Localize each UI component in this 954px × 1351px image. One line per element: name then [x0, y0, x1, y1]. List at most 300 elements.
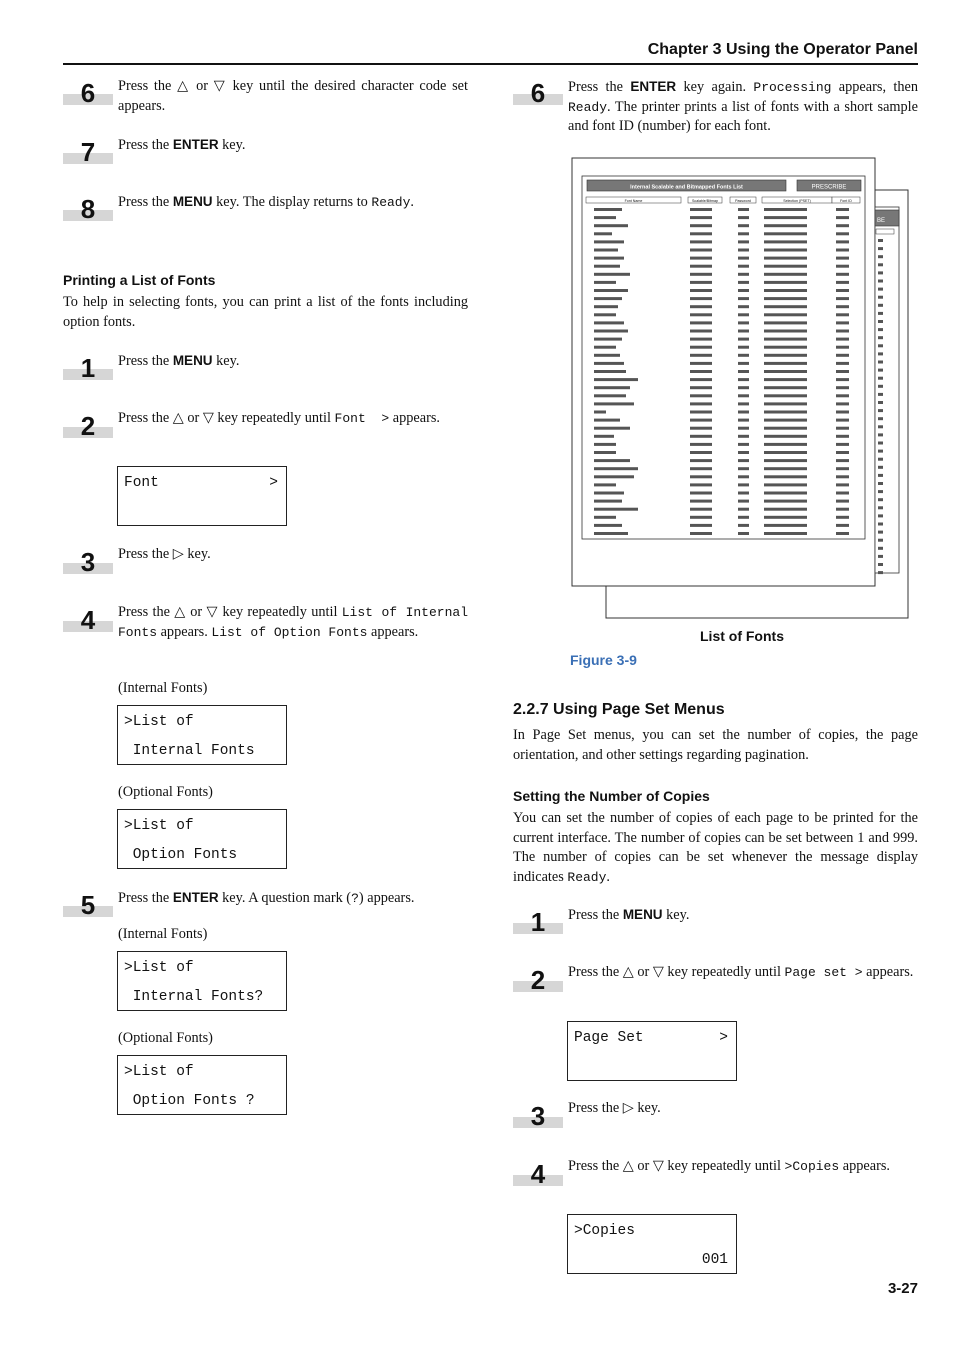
row-sample	[764, 354, 807, 357]
row-sample	[764, 297, 807, 300]
row-sample	[690, 249, 712, 252]
row-sample	[594, 297, 622, 300]
row-sample	[690, 419, 712, 422]
row-sample	[764, 249, 807, 252]
row-sample	[690, 451, 712, 454]
row-sample	[738, 362, 749, 365]
row-sample	[690, 362, 712, 365]
back-row-sample	[878, 490, 883, 493]
row-sample	[594, 305, 618, 308]
back-row-sample	[878, 393, 883, 396]
step-text: Press the △ or ▽ key repeatedly until >Copies appears.	[568, 1158, 890, 1174]
row-sample	[594, 411, 606, 414]
row-sample	[690, 330, 712, 333]
row-sample	[594, 330, 628, 333]
row-sample	[594, 313, 616, 316]
row-sample	[836, 451, 849, 454]
row-sample	[738, 411, 749, 414]
subsection-title: Setting the Number of Copies	[513, 788, 710, 804]
row-sample	[764, 483, 807, 486]
lcd-display	[117, 1055, 287, 1115]
row-sample	[738, 459, 749, 462]
display-message: Ready	[371, 195, 411, 210]
step-number: 4	[530, 1159, 546, 1189]
step-text: Press the MENU key.	[118, 353, 240, 369]
row-sample	[690, 313, 712, 316]
row-sample	[738, 330, 749, 333]
back-row-sample	[878, 344, 883, 347]
row-sample	[594, 467, 638, 470]
row-sample	[836, 411, 849, 414]
row-sample	[594, 370, 626, 373]
row-sample	[594, 281, 616, 284]
row-sample	[690, 492, 712, 495]
row-sample	[594, 362, 624, 365]
row-sample	[594, 459, 630, 462]
row-sample	[594, 419, 620, 422]
row-sample	[594, 475, 634, 478]
row-sample	[738, 297, 749, 300]
row-sample	[594, 524, 622, 527]
step-text: Press the ▷ key.	[118, 546, 211, 562]
back-row-sample	[878, 239, 883, 242]
row-sample	[738, 419, 749, 422]
back-row-sample	[878, 328, 883, 331]
back-row-sample	[878, 377, 883, 380]
row-sample	[690, 386, 712, 389]
row-sample	[764, 362, 807, 365]
row-sample	[764, 419, 807, 422]
step-number: 7	[80, 137, 96, 167]
row-sample	[836, 313, 849, 316]
row-sample	[764, 394, 807, 397]
row-sample	[764, 289, 807, 292]
row-sample	[764, 216, 807, 219]
lcd-line-1: >Copies	[574, 1223, 635, 1239]
row-sample	[836, 378, 849, 381]
row-sample	[738, 516, 749, 519]
back-sheet-strip	[875, 207, 899, 573]
row-sample	[690, 435, 712, 438]
row-sample	[738, 240, 749, 243]
back-row-sample	[878, 296, 883, 299]
row-sample	[594, 338, 622, 341]
row-sample	[690, 338, 712, 341]
row-sample	[594, 443, 616, 446]
lcd-line-2: Option Fonts ?	[124, 1093, 255, 1109]
row-sample	[594, 346, 616, 349]
row-sample	[738, 492, 749, 495]
row-sample	[690, 216, 712, 219]
back-row-sample	[878, 417, 883, 420]
row-sample	[764, 338, 807, 341]
row-sample	[764, 427, 807, 430]
back-row-sample	[878, 539, 883, 542]
lcd-arrow: >	[719, 1030, 728, 1046]
step-text: Press the △ or ▽ key until the desired character code set appears.	[118, 78, 468, 114]
row-sample	[836, 297, 849, 300]
lcd-display	[117, 809, 287, 869]
key-name: ENTER	[630, 79, 677, 94]
row-sample	[738, 313, 749, 316]
row-sample	[836, 216, 849, 219]
row-sample	[836, 386, 849, 389]
lcd-line-1: >List of	[124, 714, 194, 730]
row-sample	[738, 378, 749, 381]
display-message: List of Internal Fonts	[118, 605, 468, 640]
row-sample	[594, 224, 628, 227]
row-sample	[690, 354, 712, 357]
row-sample	[764, 386, 807, 389]
back-row-sample	[878, 450, 883, 453]
back-row-sample	[878, 401, 883, 404]
step-text: Press the ▷ key.	[568, 1100, 661, 1116]
row-sample	[738, 427, 749, 430]
display-message: >Copies	[784, 1159, 840, 1174]
row-sample	[594, 435, 614, 438]
back-row-sample	[878, 312, 883, 315]
lcd-line-1: Font	[124, 475, 159, 491]
row-sample	[764, 508, 807, 511]
row-sample	[690, 459, 712, 462]
row-sample	[836, 467, 849, 470]
row-sample	[738, 281, 749, 284]
row-sample	[764, 265, 807, 268]
column-header-4: Font ID	[840, 199, 852, 203]
row-sample	[764, 516, 807, 519]
row-sample	[764, 532, 807, 535]
back-row-sample	[878, 263, 883, 266]
row-sample	[836, 321, 849, 324]
step-text: Press the ENTER key. A question mark (?) appears.	[118, 890, 415, 906]
subsection-title: Printing a List of Fonts	[63, 272, 216, 288]
row-sample	[836, 249, 849, 252]
lcd-line-1: >List of	[124, 818, 194, 834]
step-text: Press the MENU key. The display returns to Ready.	[118, 194, 414, 210]
lcd-line-2: Option Fonts	[124, 847, 238, 863]
step-number: 6	[530, 78, 546, 108]
step-text: Press the △ or ▽ key repeatedly until List of Internal Fonts appears. List of Option Fonts appears.	[118, 604, 468, 640]
row-sample	[764, 451, 807, 454]
row-sample	[738, 500, 749, 503]
back-row-sample	[878, 523, 883, 526]
sheet-frame	[582, 176, 865, 539]
variant-label: (Internal Fonts)	[118, 926, 208, 942]
row-sample	[738, 338, 749, 341]
row-sample	[690, 443, 712, 446]
row-sample	[690, 427, 712, 430]
row-sample	[764, 370, 807, 373]
row-sample	[764, 443, 807, 446]
key-name: ENTER	[172, 890, 219, 905]
row-sample	[738, 483, 749, 486]
step-number: 2	[530, 965, 546, 995]
row-sample	[764, 411, 807, 414]
row-sample	[594, 289, 628, 292]
row-sample	[836, 475, 849, 478]
row-sample	[690, 321, 712, 324]
lcd-display	[117, 466, 287, 526]
row-sample	[594, 265, 620, 268]
back-row-sample	[878, 385, 883, 388]
row-sample	[764, 240, 807, 243]
lcd-line-1: Page Set	[574, 1030, 644, 1046]
row-sample	[690, 370, 712, 373]
row-sample	[764, 378, 807, 381]
row-sample	[690, 532, 712, 535]
step-number: 3	[530, 1101, 546, 1131]
row-sample	[836, 362, 849, 365]
row-sample	[594, 354, 620, 357]
back-row-sample	[878, 458, 883, 461]
row-sample	[738, 346, 749, 349]
row-sample	[764, 346, 807, 349]
step-number: 1	[80, 353, 96, 383]
row-sample	[690, 289, 712, 292]
row-sample	[594, 378, 638, 381]
step-number: 4	[80, 605, 96, 635]
row-sample	[690, 232, 712, 235]
row-sample	[836, 354, 849, 357]
lcd-line-1: >List of	[124, 1064, 194, 1080]
row-sample	[738, 443, 749, 446]
row-sample	[690, 378, 712, 381]
row-sample	[690, 394, 712, 397]
row-sample	[738, 394, 749, 397]
lcd-display	[567, 1021, 737, 1081]
row-sample	[738, 354, 749, 357]
row-sample	[764, 273, 807, 276]
step-number: 2	[80, 411, 96, 441]
row-sample	[594, 273, 630, 276]
row-sample	[594, 232, 612, 235]
row-sample	[764, 500, 807, 503]
step-text: Press the ENTER key.	[118, 137, 246, 153]
row-sample	[764, 467, 807, 470]
row-sample	[738, 386, 749, 389]
row-sample	[836, 419, 849, 422]
row-sample	[690, 281, 712, 284]
row-sample	[738, 224, 749, 227]
back-row-sample	[878, 482, 883, 485]
row-sample	[836, 208, 849, 211]
row-sample	[836, 257, 849, 260]
column-header-0: Font Name	[624, 199, 643, 203]
row-sample	[690, 402, 712, 405]
row-sample	[594, 249, 618, 252]
row-sample	[738, 289, 749, 292]
row-sample	[836, 459, 849, 462]
step-text: Press the MENU key.	[568, 907, 690, 923]
back-row-sample	[878, 433, 883, 436]
row-sample	[836, 240, 849, 243]
row-sample	[594, 516, 616, 519]
back-row-sample	[878, 280, 883, 283]
row-sample	[836, 524, 849, 527]
row-sample	[764, 321, 807, 324]
lcd-line-2: 001	[701, 1252, 728, 1268]
figure-number: Figure 3-9	[570, 652, 637, 668]
back-row-sample	[878, 304, 883, 307]
display-message: Font >	[334, 411, 390, 426]
column-header-3: Selection (PSET)	[783, 199, 811, 203]
back-row-sample	[878, 255, 883, 258]
back-row-sample	[878, 555, 883, 558]
step-number: 6	[80, 78, 96, 108]
row-sample	[764, 435, 807, 438]
back-row-sample	[878, 571, 883, 574]
section-title: 2.2.7 Using Page Set Menus	[513, 701, 725, 718]
row-sample	[764, 208, 807, 211]
page-number: 3-27	[887, 1280, 918, 1297]
row-sample	[764, 232, 807, 235]
row-sample	[690, 524, 712, 527]
row-sample	[738, 249, 749, 252]
row-sample	[738, 257, 749, 260]
row-sample	[836, 289, 849, 292]
row-sample	[764, 224, 807, 227]
back-row-sample	[878, 352, 883, 355]
row-sample	[690, 483, 712, 486]
step-number: 3	[80, 547, 96, 577]
row-sample	[594, 483, 616, 486]
row-sample	[738, 232, 749, 235]
header-rule	[63, 63, 918, 65]
key-name: MENU	[172, 353, 213, 368]
key-name: ENTER	[172, 137, 219, 152]
row-sample	[836, 265, 849, 268]
row-sample	[738, 402, 749, 405]
row-sample	[836, 232, 849, 235]
row-sample	[764, 305, 807, 308]
row-sample	[690, 467, 712, 470]
section-intro: To help in selecting fonts, you can print a list of the fonts including option fonts.	[63, 294, 468, 330]
row-sample	[836, 516, 849, 519]
lcd-display	[117, 705, 287, 765]
row-sample	[690, 273, 712, 276]
step-number: 8	[80, 194, 96, 224]
step-text: Press the △ or ▽ key repeatedly until Font > appears.	[118, 410, 440, 426]
row-sample	[690, 508, 712, 511]
row-sample	[738, 435, 749, 438]
row-sample	[764, 524, 807, 527]
variant-label: (Optional Fonts)	[118, 1030, 213, 1046]
row-sample	[690, 257, 712, 260]
row-sample	[594, 427, 630, 430]
row-sample	[764, 459, 807, 462]
key-name: MENU	[622, 907, 663, 922]
back-row-sample	[878, 531, 883, 534]
step-text: Press the △ or ▽ key repeatedly until Page set > appears.	[568, 964, 914, 980]
row-sample	[738, 524, 749, 527]
subsection-body: You can set the number of copies of each page to be printed for the current interface. The number of copies can be set between 1 and 999. The number of copies can be set whenever the message display indicates Ready.	[513, 810, 918, 885]
row-sample	[836, 370, 849, 373]
variant-label: (Internal Fonts)	[118, 680, 208, 696]
step-number: 5	[80, 890, 96, 920]
row-sample	[836, 346, 849, 349]
row-sample	[836, 281, 849, 284]
back-row-sample	[878, 442, 883, 445]
row-sample	[836, 273, 849, 276]
row-sample	[836, 330, 849, 333]
row-sample	[764, 313, 807, 316]
row-sample	[836, 224, 849, 227]
row-sample	[594, 257, 624, 260]
row-sample	[594, 492, 624, 495]
display-message: Ready	[568, 99, 608, 115]
row-sample	[836, 394, 849, 397]
step-number: 1	[530, 907, 546, 937]
row-sample	[738, 467, 749, 470]
back-row-sample	[878, 409, 883, 412]
row-sample	[738, 321, 749, 324]
back-row-sample	[878, 320, 883, 323]
row-sample	[594, 500, 622, 503]
row-sample	[690, 224, 712, 227]
back-row-sample	[878, 336, 883, 339]
row-sample	[738, 216, 749, 219]
lcd-display	[117, 951, 287, 1011]
row-sample	[690, 265, 712, 268]
row-sample	[764, 492, 807, 495]
row-sample	[764, 402, 807, 405]
display-message: ?	[351, 891, 359, 906]
row-sample	[836, 402, 849, 405]
lcd-line-2: Internal Fonts?	[124, 989, 264, 1005]
figure-caption: List of Fonts	[700, 628, 784, 644]
row-sample	[738, 508, 749, 511]
back-row-sample	[878, 547, 883, 550]
display-message: Processing	[753, 80, 832, 95]
back-brand: BE	[877, 218, 886, 224]
row-sample	[836, 435, 849, 438]
back-row-sample	[878, 563, 883, 566]
display-message: Page set >	[784, 965, 863, 980]
display-message: Ready	[567, 869, 607, 885]
back-row-sample	[878, 247, 883, 250]
row-sample	[738, 475, 749, 478]
row-sample	[738, 305, 749, 308]
row-sample	[594, 386, 630, 389]
back-row-sample	[878, 361, 883, 364]
step-text: Press the ENTER key again. Processing appears, then Ready. The printer prints a list of fonts with a short sample and font ID (number) for each font.	[568, 79, 918, 134]
row-sample	[594, 394, 626, 397]
row-sample	[738, 208, 749, 211]
section-intro: In Page Set menus, you can set the number of copies, the page orientation, and other settings regarding pagination.	[513, 727, 918, 763]
row-sample	[594, 532, 628, 535]
row-sample	[594, 402, 634, 405]
row-sample	[738, 532, 749, 535]
back-row-sample	[878, 466, 883, 469]
back-row-sample	[878, 498, 883, 501]
back-row-sample	[878, 514, 883, 517]
row-sample	[594, 321, 624, 324]
row-sample	[836, 427, 849, 430]
row-sample	[690, 208, 712, 211]
row-sample	[738, 273, 749, 276]
display-message: List of Option Fonts	[211, 624, 368, 640]
row-sample	[690, 411, 712, 414]
row-sample	[690, 475, 712, 478]
row-sample	[836, 500, 849, 503]
row-sample	[738, 370, 749, 373]
row-sample	[594, 451, 616, 454]
row-sample	[836, 305, 849, 308]
lcd-line-1: >List of	[124, 960, 194, 976]
column-header-1: Scalable/Bitmap	[692, 199, 718, 203]
row-sample	[836, 532, 849, 535]
font-list-figure	[568, 155, 913, 623]
